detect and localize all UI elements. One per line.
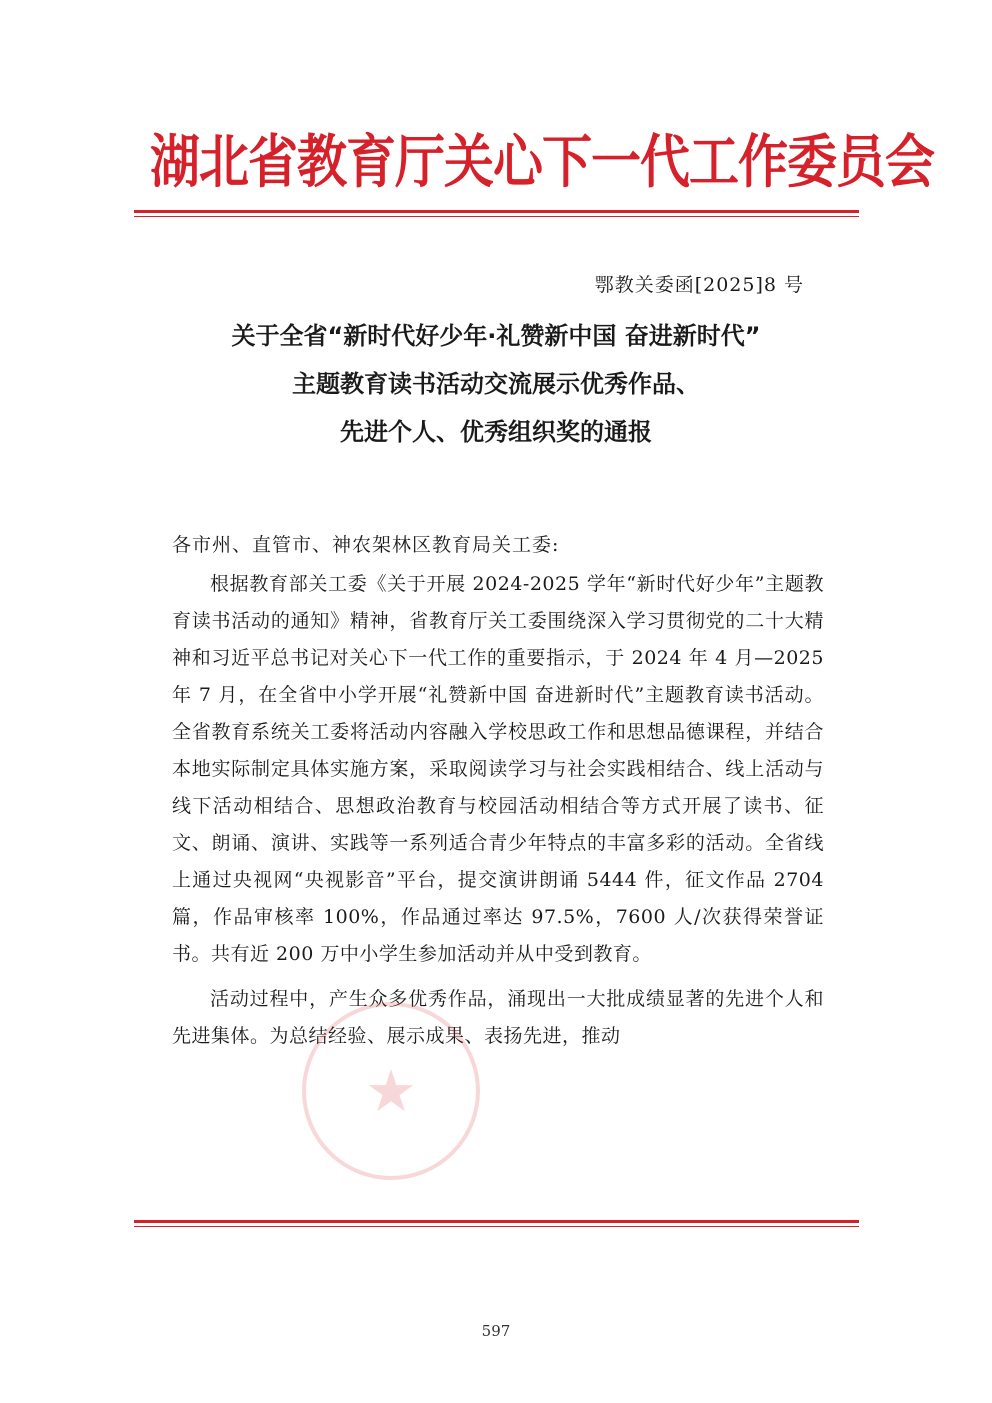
document-number: 鄂教关委函[2025]8 号 [594, 274, 804, 296]
document-title-line-3: 先进个人、优秀组织奖的通报 [340, 418, 652, 446]
seal-star-icon: ★ [365, 1057, 417, 1125]
letterhead-rule-thick [134, 210, 859, 213]
letterhead-title: 湖北省教育厅关心下一代工作委员会 [150, 128, 934, 196]
document-title-line-1: 关于全省“新时代好少年·礼赞新中国 奋进新时代” [231, 322, 761, 350]
document-title-line-2: 主题教育读书活动交流展示优秀作品、 [292, 370, 700, 398]
body-paragraph-1: 根据教育部关工委《关于开展 2024-2025 学年“新时代好少年”主题教育读书活动的通知》精神，省教育厅关工委围绕深入学习贯彻党的二十大精神和习近平总书记对关心下一代工作的重要指示，于 2024 年 4 月—2025 年 7 月，在全省中小学开展“礼赞新中国 奋进新时代”主题教育读书活动。全省教育系统关工委将活动内容融入学校思政工作和思想品德课程，并结合本地实际制定具体实施方案，采取阅读学习与社会实践相结合、线上活动与线下活动相结合、思想政治教育与校园活动相结合等方式开展了读书、征文、朗诵、演讲、实践等一系列适合青少年特点的丰富多彩的活动。全省线上通过央视网“央视影音”平台，提交演讲朗诵 5444 件，征文作品 2704 篇，作品审核率 100%，作品通过率达 97.5%，7600 人/次获得荣誉证书。共有近 200 万中小学生参加活动并从中受到教育。 [172, 573, 824, 965]
page-number: 597 [481, 1322, 511, 1340]
footer-rule-thin [134, 1226, 859, 1227]
body-paragraph-2: 活动过程中，产生众多优秀作品，涌现出一大批成绩显著的先进个人和先进集体。为总结经验、展示成果、表扬先进，推动 [172, 988, 824, 1047]
salutation: 各市州、直管市、神农架林区教育局关工委: [172, 534, 560, 556]
document-title [130, 312, 862, 456]
footer-rule-thick [134, 1220, 859, 1223]
letterhead-rule-thin [134, 216, 859, 217]
document-body [172, 566, 824, 1063]
